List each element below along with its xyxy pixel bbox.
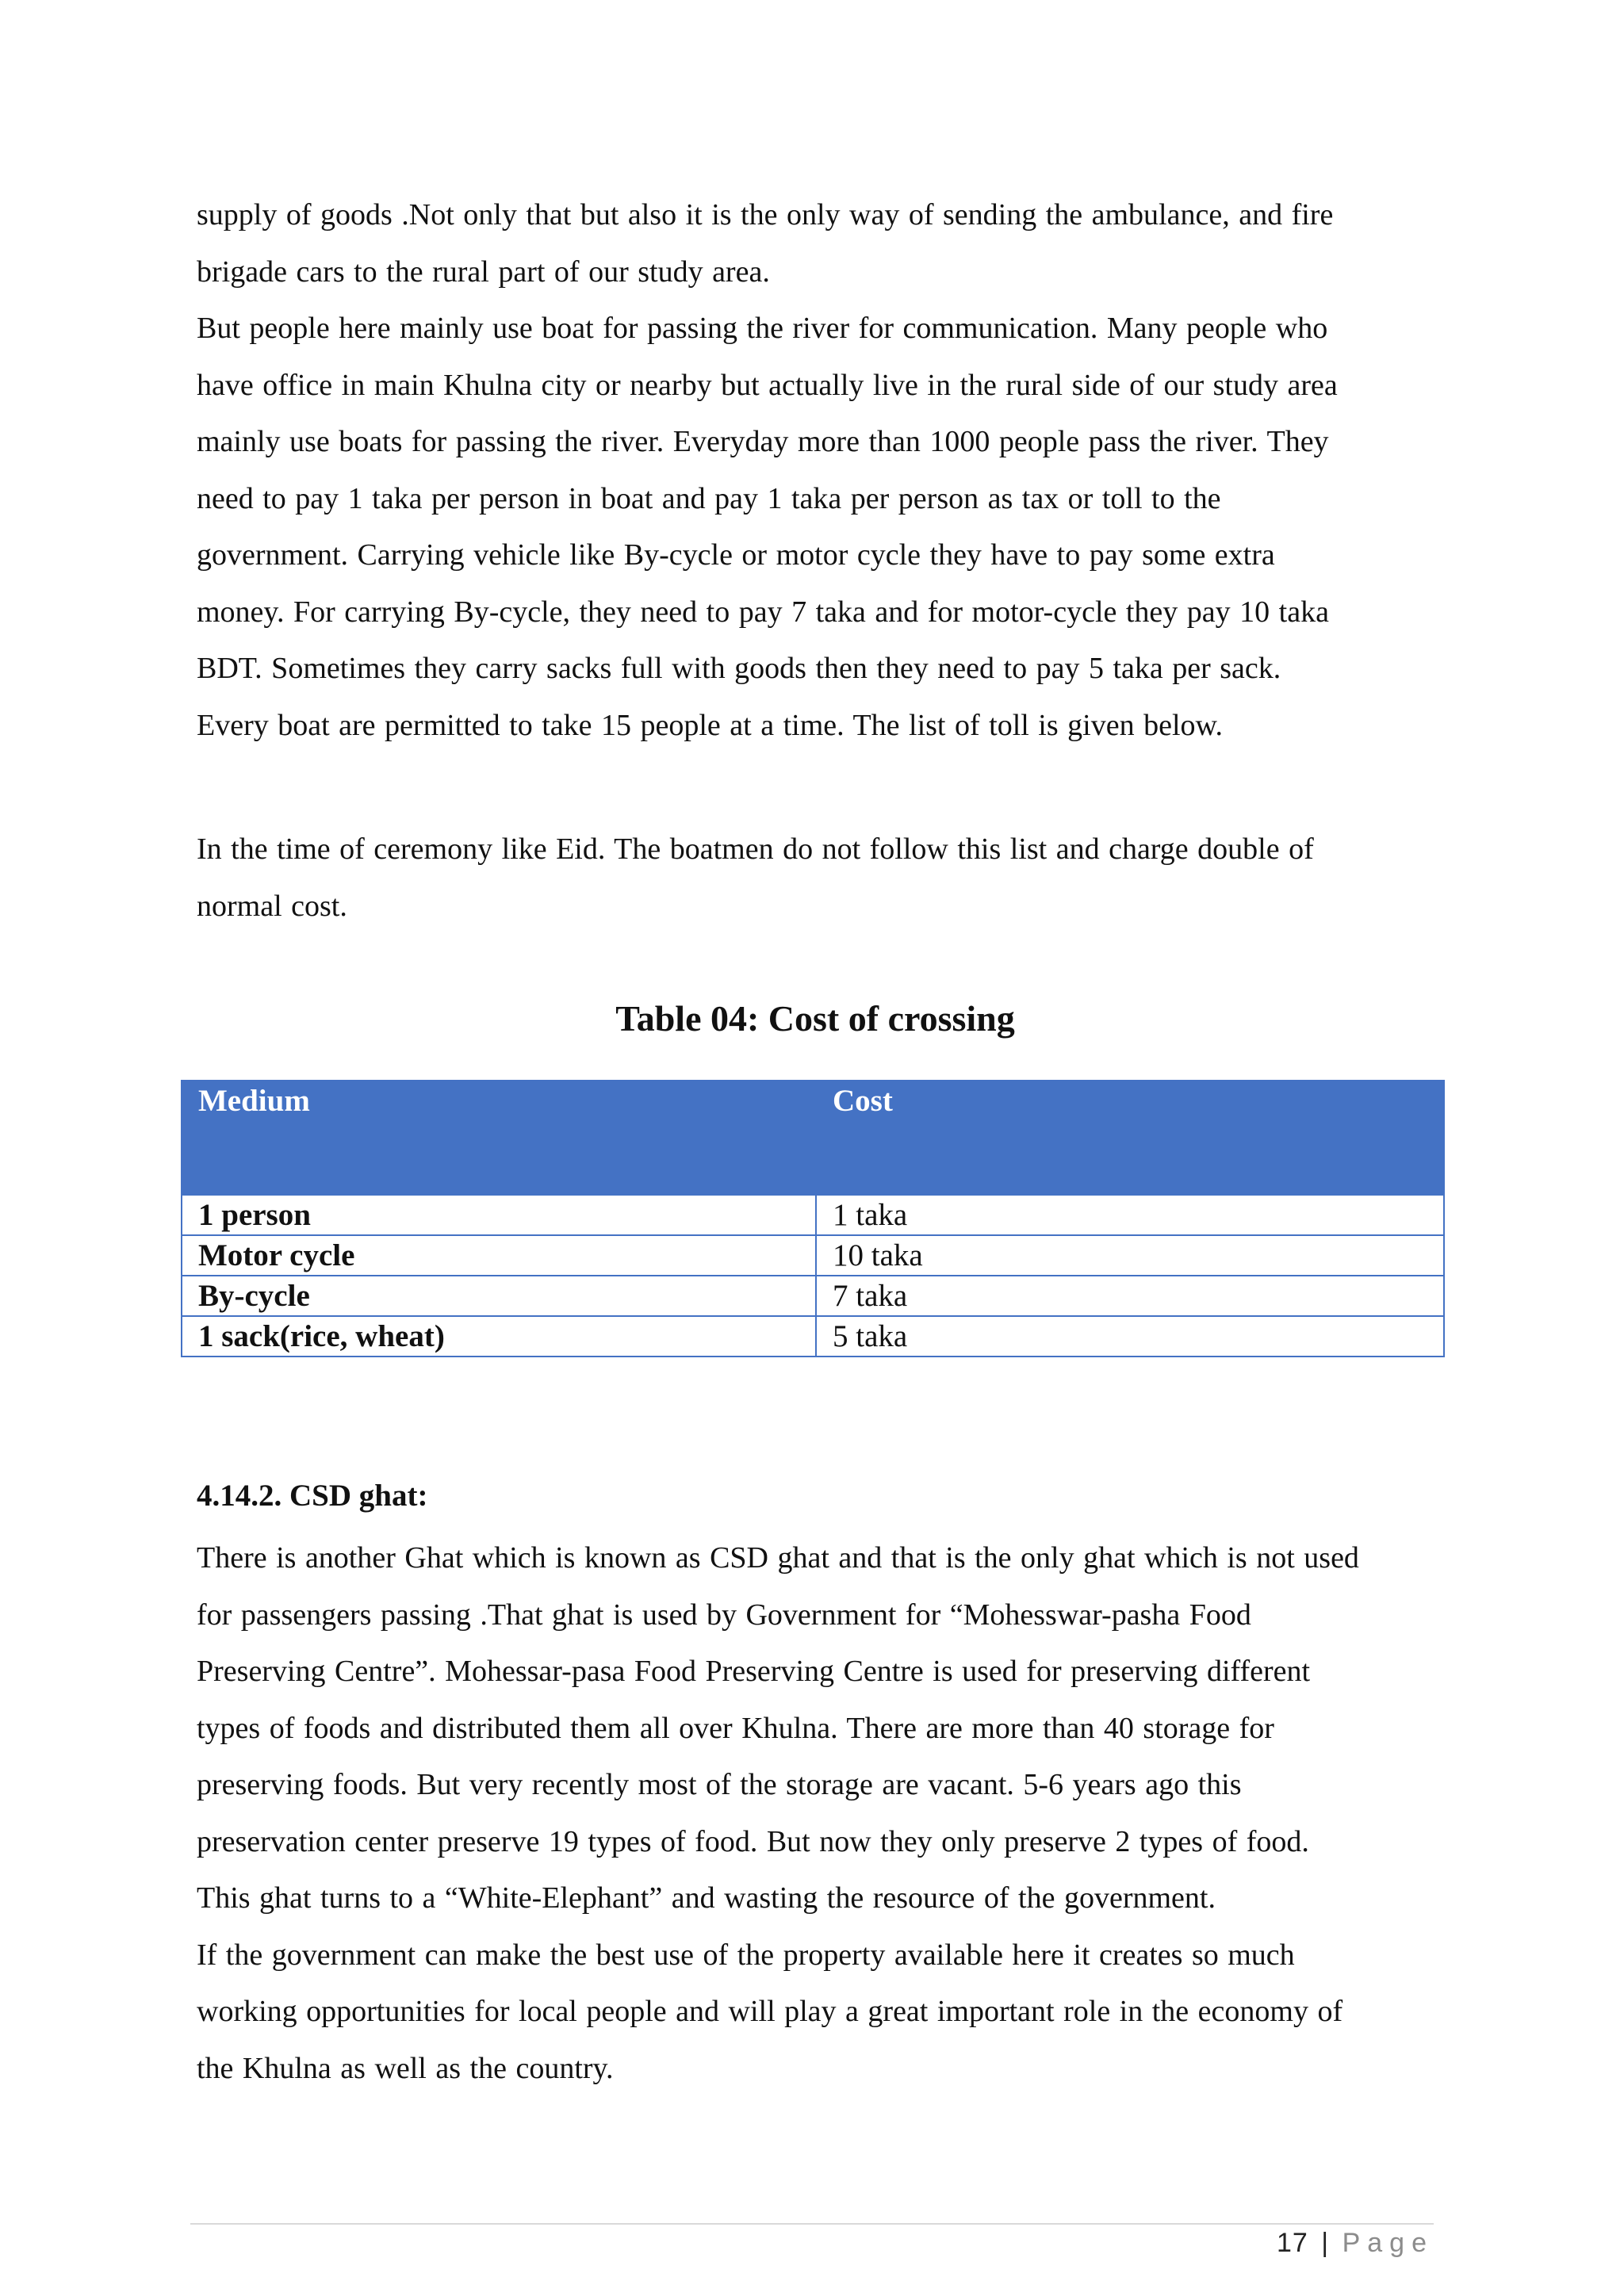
footer-divider bbox=[190, 2223, 1434, 2225]
intro-line: need to pay 1 taka per person in boat and pay 1 taka per person as tax or toll to the bbox=[197, 481, 1221, 515]
section-heading: 4.14.2. CSD ghat: bbox=[197, 1479, 428, 1513]
table-row bbox=[182, 1195, 1444, 1235]
table-title: Table 04: Cost of crossing bbox=[615, 998, 1015, 1039]
section-line: the Khulna as well as the country. bbox=[197, 2051, 614, 2085]
intro-line: supply of goods .Not only that but also it is the only way of sending the ambulance, and fire bbox=[197, 198, 1334, 232]
section-line: Preserving Centre”. Mohessar-pasa Food Preserving Centre is used for preserving different bbox=[197, 1655, 1311, 1688]
section-line: preservation center preserve 19 types of food. But now they only preserve 2 types of food. bbox=[197, 1824, 1309, 1858]
page-label: Page bbox=[1342, 2228, 1434, 2258]
column-header-medium: Medium bbox=[182, 1081, 816, 1195]
table-header-row bbox=[182, 1081, 1444, 1195]
section-line: working opportunities for local people and will play a great important role in the economy of bbox=[197, 1995, 1343, 2028]
intro-line: Every boat are permitted to take 15 people at a time. The list of toll is given below. bbox=[197, 708, 1223, 742]
section-line: There is another Ghat which is known as CSD ghat and that is the only ghat which is not used bbox=[197, 1541, 1359, 1575]
section-line: types of foods and distributed them all over Khulna. There are more than 40 storage for bbox=[197, 1711, 1274, 1745]
intro-line: But people here mainly use boat for passing the river for communication. Many people who bbox=[197, 312, 1328, 345]
cell-cost: 5 taka bbox=[816, 1316, 1444, 1357]
intro-line: money. For carrying By-cycle, they need to pay 7 taka and for motor-cycle they pay 10 taka bbox=[197, 595, 1329, 629]
cell-medium: 1 sack(rice, wheat) bbox=[182, 1316, 816, 1357]
ceremony-line: normal cost. bbox=[197, 889, 347, 923]
intro-line: brigade cars to the rural part of our study area. bbox=[197, 254, 770, 289]
intro-line: have office in main Khulna city or nearby but actually live in the rural side of our study area bbox=[197, 368, 1338, 402]
ceremony-line: In the time of ceremony like Eid. The boatmen do not follow this list and charge double of bbox=[197, 832, 1314, 866]
section-line: for passengers passing .That ghat is used by Government for “Mohesswar-pasha Food bbox=[197, 1598, 1251, 1632]
section-line: If the government can make the best use of the property available here it creates so much bbox=[197, 1938, 1295, 1972]
cost-table bbox=[181, 1080, 1445, 1357]
cell-cost: 10 taka bbox=[816, 1235, 1444, 1276]
table-row bbox=[182, 1276, 1444, 1316]
intro-line: BDT. Sometimes they carry sacks full with goods then they need to pay 5 taka per sack. bbox=[197, 652, 1281, 685]
section-paragraph bbox=[197, 1530, 1457, 2097]
column-header-cost: Cost bbox=[816, 1081, 1444, 1195]
cell-medium: Motor cycle bbox=[182, 1235, 816, 1276]
intro-line: mainly use boats for passing the river. Everyday more than 1000 people pass the river. They bbox=[197, 425, 1329, 458]
intro-line: government. Carrying vehicle like By-cycle or motor cycle they have to pay some extra bbox=[197, 538, 1275, 572]
table-row bbox=[182, 1235, 1444, 1276]
footer-separator: | bbox=[1321, 2228, 1330, 2258]
cell-medium: By-cycle bbox=[182, 1276, 816, 1316]
cell-cost: 7 taka bbox=[816, 1276, 1444, 1316]
section-line: preserving foods. But very recently most of the storage are vacant. 5-6 years ago this bbox=[197, 1768, 1242, 1801]
section-line: This ghat turns to a “White-Elephant” and wasting the resource of the government. bbox=[197, 1881, 1216, 1915]
page-number: 17 bbox=[1277, 2228, 1308, 2258]
ceremony-paragraph bbox=[197, 821, 1457, 935]
intro-paragraph bbox=[197, 187, 1457, 754]
page-footer bbox=[1277, 2228, 1434, 2259]
cell-medium: 1 person bbox=[182, 1195, 816, 1235]
cell-cost: 1 taka bbox=[816, 1195, 1444, 1235]
table-row bbox=[182, 1316, 1444, 1357]
